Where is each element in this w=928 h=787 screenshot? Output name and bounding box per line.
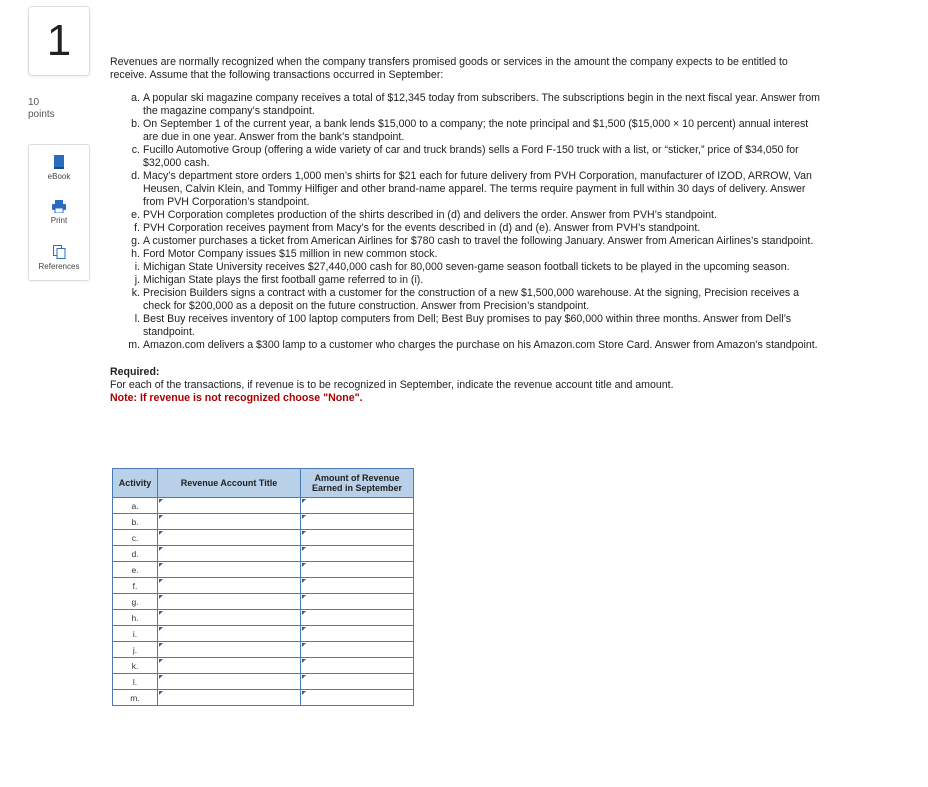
transaction-text: A popular ski magazine company receives a total of $12,345 today from subscribers. The subscriptions begin in the next fiscal year. Answer from the magazine company’s standpoint. [143, 92, 820, 117]
table-row [113, 578, 414, 594]
amount-input[interactable] [301, 690, 413, 705]
question-number: 1 [28, 6, 90, 76]
transaction-item [128, 144, 820, 170]
activity-cell: a. [113, 498, 158, 514]
transaction-letter: b. [131, 118, 140, 130]
amount-input-cell [301, 514, 414, 530]
transaction-item [128, 235, 820, 248]
account-title-dropdown-cell [158, 610, 301, 626]
account-title-dropdown[interactable] [158, 578, 300, 593]
transaction-text: Amazon.com delivers a $300 lamp to a customer who charges the purchase on his Amazon.com Store Card. Answer from Amazon’s standpoint. [143, 339, 818, 351]
account-title-dropdown[interactable] [158, 594, 300, 609]
transaction-item [128, 92, 820, 118]
print-icon [52, 200, 66, 213]
transaction-item [128, 118, 820, 144]
amount-input-cell [301, 674, 414, 690]
transaction-letter: m. [128, 339, 140, 351]
transaction-letter: e. [131, 209, 140, 221]
intro-text: Revenues are normally recognized when the company transfers promised goods or services in the amount the company expects to be entitled to receive. Assume that the following transactions occurred in September: [110, 56, 788, 81]
table-row [113, 626, 414, 642]
transaction-letter: i. [134, 261, 140, 273]
activity-cell: k. [113, 658, 158, 674]
amount-input-cell [301, 562, 414, 578]
account-title-dropdown[interactable] [158, 562, 300, 577]
amount-input[interactable] [301, 658, 413, 673]
transaction-text: Ford Motor Company issues $15 million in new common stock. [143, 248, 438, 260]
transaction-item [128, 339, 820, 352]
amount-header [301, 469, 414, 498]
transaction-letter: c. [131, 144, 140, 156]
account-title-dropdown[interactable] [158, 530, 300, 545]
transaction-item [128, 170, 820, 209]
account-title-dropdown[interactable] [158, 514, 300, 529]
account-title-dropdown-cell [158, 690, 301, 706]
account-title-dropdown[interactable] [158, 498, 300, 513]
points-value: 10 [28, 97, 40, 108]
table-row [113, 674, 414, 690]
required-heading: Required: [110, 366, 160, 378]
transaction-letter: a. [131, 92, 140, 104]
amount-input[interactable] [301, 594, 413, 609]
transaction-item [128, 248, 820, 261]
amount-input[interactable] [301, 562, 413, 577]
transaction-text: Michigan State plays the first football game referred to in (i). [143, 274, 424, 286]
transaction-letter: h. [131, 248, 140, 260]
table-row [113, 498, 414, 514]
transaction-item [128, 261, 820, 274]
amount-input[interactable] [301, 626, 413, 641]
transaction-item [128, 222, 820, 235]
account-title-dropdown[interactable] [158, 626, 300, 641]
print-button[interactable] [29, 190, 89, 235]
table-row [113, 514, 414, 530]
amount-input-cell [301, 498, 414, 514]
transaction-item [128, 274, 820, 287]
account-title-dropdown-cell [158, 626, 301, 642]
references-label: References [38, 261, 80, 271]
activity-cell: f. [113, 578, 158, 594]
transaction-text: PVH Corporation receives payment from Macy’s for the events described in (d) and (e). Answer from PVH’s standpoint. [143, 222, 701, 234]
transaction-letter: l. [134, 313, 140, 325]
amount-input-cell [301, 530, 414, 546]
references-icon [53, 245, 66, 259]
transaction-item [128, 287, 820, 313]
transaction-text: Best Buy receives inventory of 100 laptop computers from Dell; Best Buy promises to pay $60,000 within three months. Answer from Dell’s standpoint. [143, 313, 792, 338]
account-header: Revenue Account Title [158, 469, 301, 498]
transaction-text: Precision Builders signs a contract with a customer for the construction of a new $1,500,000 warehouse. At the signing, Precision receives a check for $200,000 as a deposit on the future construction. Answer from Precision’s standpoint. [143, 287, 799, 312]
transaction-letter: g. [131, 235, 140, 247]
amount-input[interactable] [301, 674, 413, 689]
table-row [113, 642, 414, 658]
account-title-dropdown-cell [158, 642, 301, 658]
account-title-dropdown-cell [158, 674, 301, 690]
transaction-text: Fucillo Automotive Group (offering a wide variety of car and truck brands) sells a Ford F-150 truck with a list, or “sticker,” price of $34,050 for $32,000 cash. [143, 144, 799, 169]
amount-header-line1: Amount of Revenue [314, 473, 400, 483]
references-button[interactable] [29, 235, 89, 280]
amount-input[interactable] [301, 546, 413, 561]
table-row [113, 690, 414, 706]
transaction-list [110, 92, 820, 352]
account-title-dropdown-cell [158, 594, 301, 610]
account-title-dropdown-cell [158, 546, 301, 562]
activity-cell: d. [113, 546, 158, 562]
transaction-letter: f. [134, 222, 140, 234]
transaction-text: A customer purchases a ticket from American Airlines for $780 cash to travel the following January. Answer from American Airlines’s standpoint. [143, 235, 814, 247]
account-title-dropdown-cell [158, 530, 301, 546]
table-row [113, 610, 414, 626]
transaction-item [128, 313, 820, 339]
amount-input-cell [301, 626, 414, 642]
tools-panel [28, 144, 90, 281]
table-row [113, 594, 414, 610]
activity-cell: g. [113, 594, 158, 610]
account-title-dropdown[interactable] [158, 674, 300, 689]
account-title-dropdown[interactable] [158, 658, 300, 673]
amount-input-cell [301, 642, 414, 658]
table-row [113, 562, 414, 578]
ebook-button[interactable] [29, 145, 89, 190]
transaction-letter: k. [131, 287, 140, 299]
account-title-dropdown[interactable] [158, 690, 300, 705]
transaction-letter: d. [131, 170, 140, 182]
transaction-letter: j. [134, 274, 140, 286]
activity-cell: l. [113, 674, 158, 690]
account-title-dropdown-cell [158, 498, 301, 514]
book-icon [53, 155, 65, 169]
amount-input[interactable] [301, 578, 413, 593]
answer-table-body [113, 498, 414, 706]
transaction-text: On September 1 of the current year, a bank lends $15,000 to a company; the note principal and $1,500 ($15,000 × 10 percent) annual interest are due in one year. Answer from the bank’s standpoint. [143, 118, 809, 143]
account-title-dropdown[interactable] [158, 546, 300, 561]
amount-input-cell [301, 690, 414, 706]
required-note: Note: If revenue is not recognized choose "None". [110, 392, 363, 404]
account-title-dropdown[interactable] [158, 610, 300, 625]
account-title-dropdown[interactable] [158, 642, 300, 657]
required-text: For each of the transactions, if revenue is to be recognized in September, indicate the revenue account title and amount. [110, 379, 674, 391]
required-section [110, 366, 820, 405]
transaction-text: Michigan State University receives $27,440,000 cash for 80,000 seven-game season football tickets to be played in the upcoming season. [143, 261, 790, 273]
amount-input-cell [301, 546, 414, 562]
amount-input-cell [301, 610, 414, 626]
account-title-dropdown-cell [158, 562, 301, 578]
amount-input[interactable] [301, 530, 413, 545]
transaction-text: PVH Corporation completes production of the shirts described in (d) and delivers the order. Answer from PVH’s standpoint. [143, 209, 717, 221]
account-title-dropdown-cell [158, 514, 301, 530]
transaction-text: Macy’s department store orders 1,000 men’s shirts for $21 each for future delivery from PVH Corporation, manufacturer of IZOD, ARROW, Van Heusen, Calvin Klein, and Tommy Hilfiger and other brand-name apparel. The terms require payment in full within 30 days of delivery. Answer from PVH Corporation’s standpoint. [143, 170, 812, 208]
activity-cell: c. [113, 530, 158, 546]
amount-header-line2: Earned in September [311, 483, 403, 493]
amount-input-cell [301, 578, 414, 594]
activity-cell: e. [113, 562, 158, 578]
amount-input[interactable] [301, 610, 413, 625]
account-title-dropdown-cell [158, 578, 301, 594]
amount-input[interactable] [301, 498, 413, 513]
table-row [113, 530, 414, 546]
points-label: points [28, 109, 55, 120]
amount-input-cell [301, 594, 414, 610]
ebook-label: eBook [47, 171, 71, 181]
account-title-dropdown-cell [158, 658, 301, 674]
amount-input-cell [301, 658, 414, 674]
answer-table [112, 468, 414, 706]
question-content [110, 56, 820, 405]
table-row [113, 546, 414, 562]
print-label: Print [50, 216, 68, 225]
table-row [113, 658, 414, 674]
amount-input[interactable] [301, 514, 413, 529]
activity-cell: b. [113, 514, 158, 530]
transaction-item [128, 209, 820, 222]
activity-cell: h. [113, 610, 158, 626]
points-info [28, 97, 55, 121]
activity-cell: m. [113, 690, 158, 706]
activity-header: Activity [113, 469, 158, 498]
amount-input[interactable] [301, 642, 413, 657]
activity-cell: i. [113, 626, 158, 642]
activity-cell: j. [113, 642, 158, 658]
